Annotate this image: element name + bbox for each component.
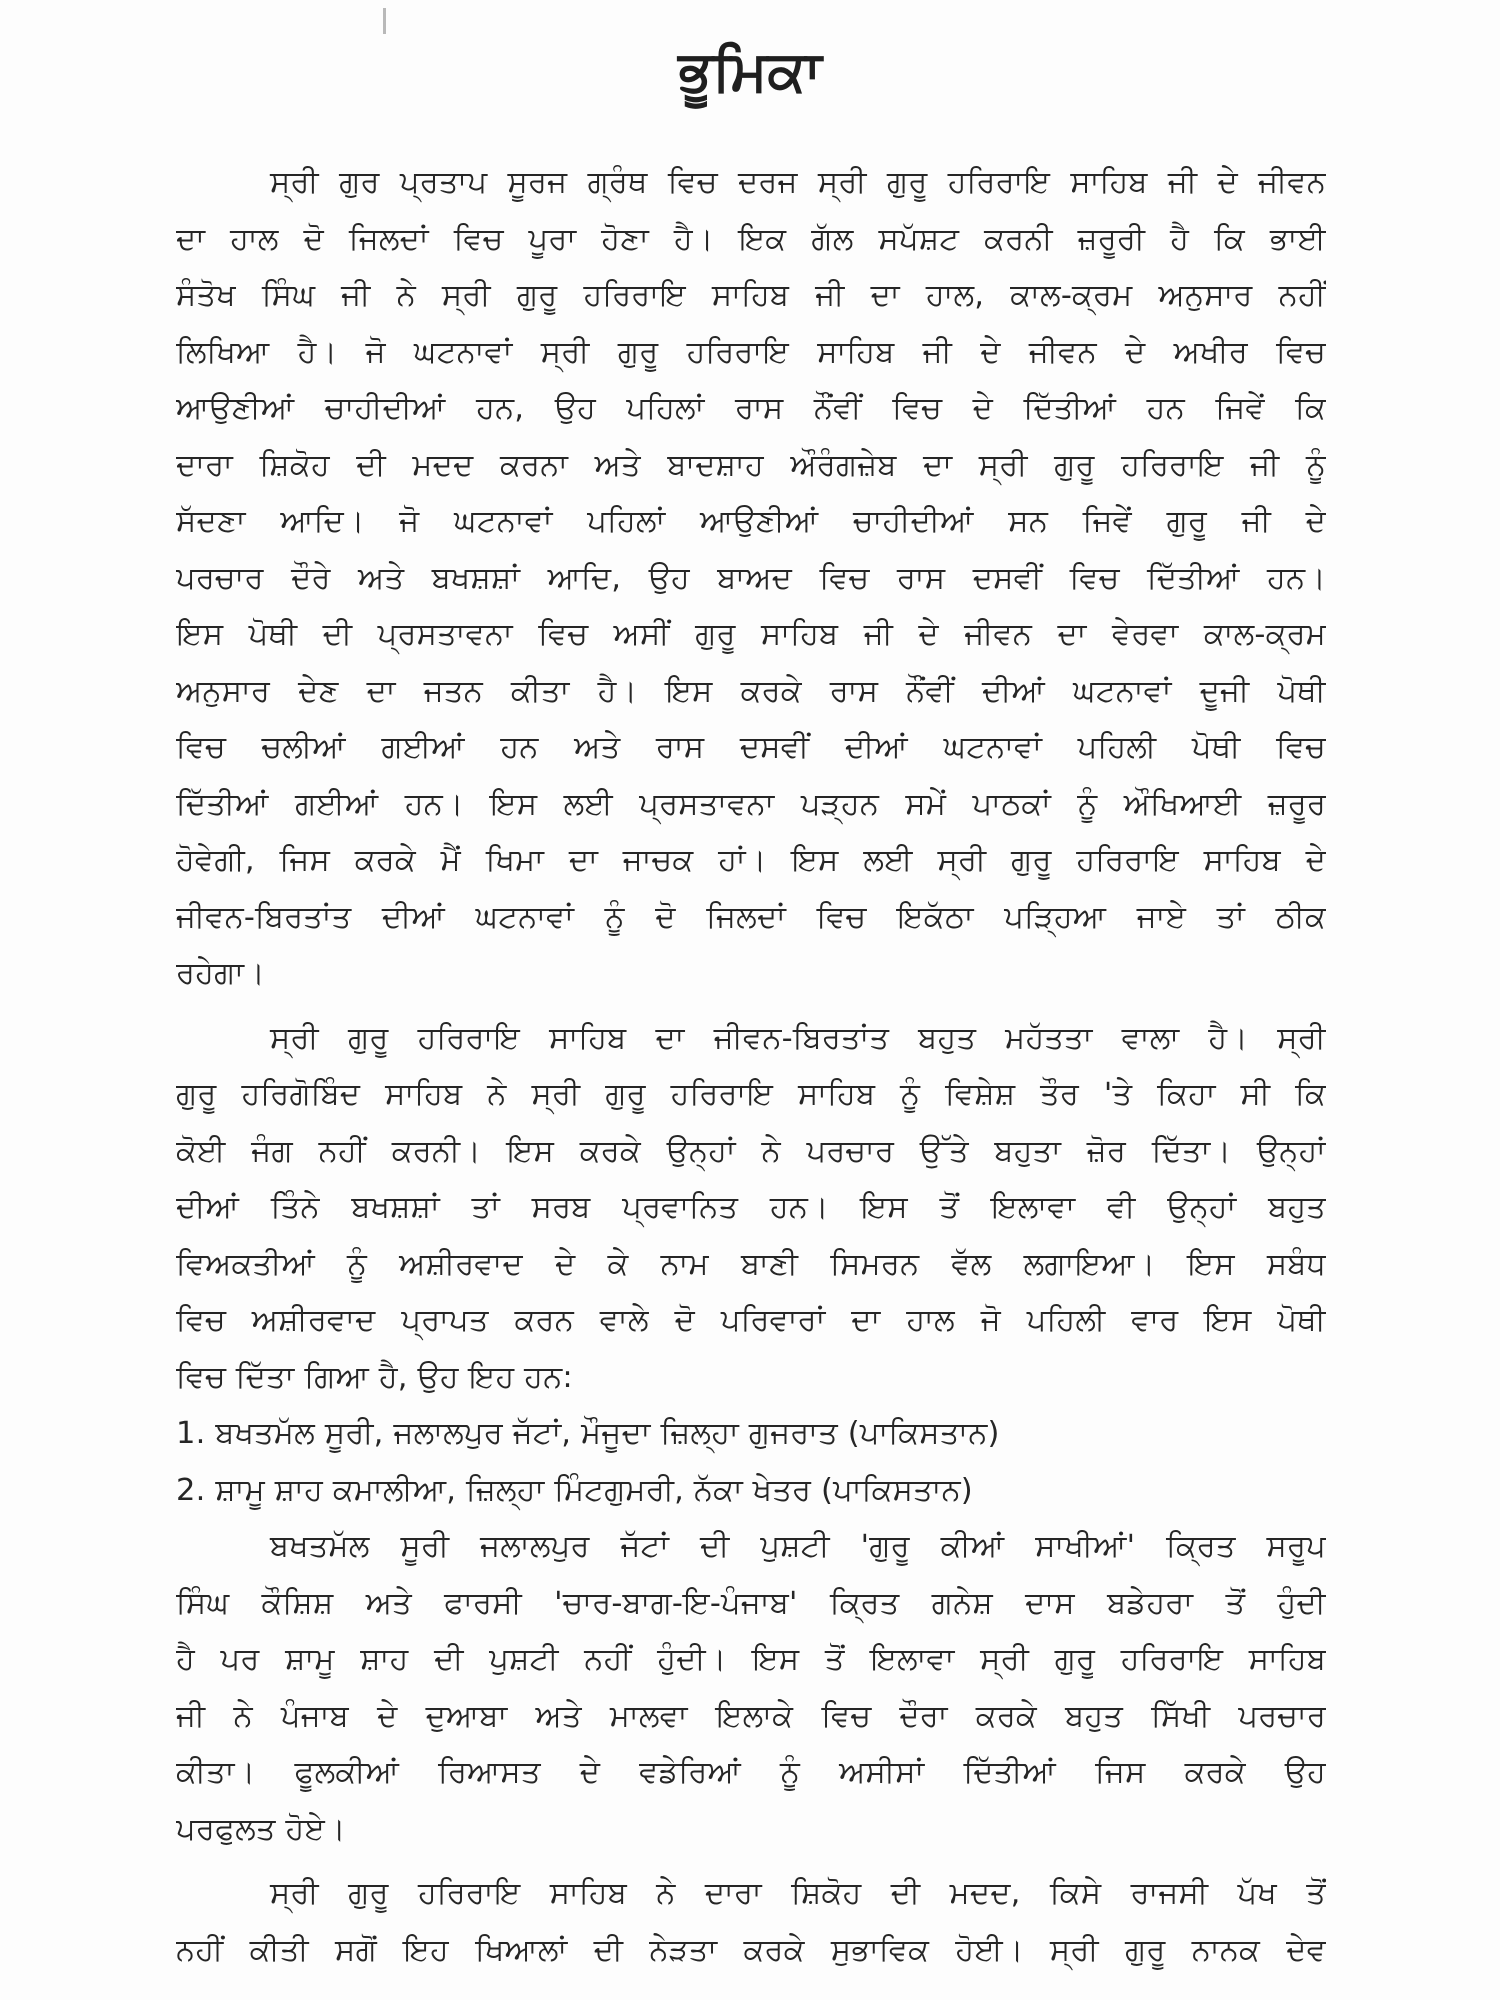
text-line: ਆਉਣੀਆਂ ਚਾਹੀਦੀਆਂ ਹਨ, ਉਹ ਪਹਿਲਾਂ ਰਾਸ ਨੌਂਵੀਂ ਵਿਚ ਦੇ ਦਿੱਤੀਆਂ ਹਨ ਜਿਵੇਂ ਕਿ	[176, 391, 1326, 426]
text-line: ਵਿਅਕਤੀਆਂ ਨੂੰ ਅਸ਼ੀਰਵਾਦ ਦੇ ਕੇ ਨਾਮ ਬਾਣੀ ਸਿਮਰਨ ਵੱਲ ਲਗਾਇਆ। ਇਸ ਸਬੰਧ	[176, 1246, 1326, 1282]
text-line: ਗੁਰੂ ਹਰਿਗੋਬਿੰਦ ਸਾਹਿਬ ਨੇ ਸ੍ਰੀ ਗੁਰੂ ਹਰਿਰਾਇ ਸਾਹਿਬ ਨੂੰ ਵਿਸ਼ੇਸ਼ ਤੌਰ 'ਤੇ ਕਿਹਾ ਸੀ ਕਿ	[176, 1077, 1326, 1112]
text-line: ਜੀ ਨੇ ਪੰਜਾਬ ਦੇ ਦੁਆਬਾ ਅਤੇ ਮਾਲਵਾ ਇਲਾਕੇ ਵਿਚ ਦੌਰਾ ਕਰਕੇ ਬਹੁਤ ਸਿੱਖੀ ਪਰਚਾਰ	[176, 1698, 1326, 1734]
paragraph-gap	[176, 1003, 1326, 1011]
text-line: ਦਾਰਾ ਸ਼ਿਕੋਹ ਦੀ ਮਦਦ ਕਰਨਾ ਅਤੇ ਬਾਦਸ਼ਾਹ ਔਰੰਗਜ਼ੇਬ ਦਾ ਸ੍ਰੀ ਗੁਰੂ ਹਰਿਰਾਇ ਜੀ ਨੂੰ	[176, 447, 1326, 483]
text-line: ਵਿਚ ਅਸ਼ੀਰਵਾਦ ਪ੍ਰਾਪਤ ਕਰਨ ਵਾਲੇ ਦੋ ਪਰਿਵਾਰਾਂ ਦਾ ਹਾਲ ਜੋ ਪਹਿਲੀ ਵਾਰ ਇਸ ਪੋਥੀ	[176, 1303, 1326, 1338]
text-line: ਕੋਈ ਜੰਗ ਨਹੀਂ ਕਰਨੀ। ਇਸ ਕਰਕੇ ਉਨ੍ਹਾਂ ਨੇ ਪਰਚਾਰ ਉੱਤੇ ਬਹੁਤਾ ਜ਼ੋਰ ਦਿੱਤਾ। ਉਨ੍ਹਾਂ	[176, 1133, 1326, 1169]
text-line: ਪਰਚਾਰ ਦੌਰੇ ਅਤੇ ਬਖਸ਼ਸ਼ਾਂ ਆਦਿ, ਉਹ ਬਾਅਦ ਵਿਚ ਰਾਸ ਦਸਵੀਂ ਵਿਚ ਦਿੱਤੀਆਂ ਹਨ।	[176, 560, 1326, 596]
text-line: ਸ੍ਰੀ ਗੁਰ ਪ੍ਰਤਾਪ ਸੂਰਜ ਗ੍ਰੰਥ ਵਿਚ ਦਰਜ ਸ੍ਰੀ ਗੁਰੂ ਹਰਿਰਾਇ ਸਾਹਿਬ ਜੀ ਦੇ ਜੀਵਨ	[270, 165, 1326, 200]
text-line: ਹੈ ਪਰ ਸ਼ਾਮੂ ਸ਼ਾਹ ਦੀ ਪੁਸ਼ਟੀ ਨਹੀਂ ਹੁੰਦੀ। ਇਸ ਤੋਂ ਇਲਾਵਾ ਸ੍ਰੀ ਗੁਰੂ ਹਰਿਰਾਇ ਸਾਹਿਬ	[176, 1642, 1326, 1677]
text-line: ਪਰਫੁਲਤ ਹੋਏ।	[176, 1811, 346, 1847]
text-line: ਕੀਤਾ। ਫੂਲਕੀਆਂ ਰਿਆਸਤ ਦੇ ਵਡੇਰਿਆਂ ਨੂੰ ਅਸੀਸਾਂ ਦਿੱਤੀਆਂ ਜਿਸ ਕਰਕੇ ਉਹ	[176, 1755, 1326, 1790]
list-item: 1. ਬਖਤਮੱਲ ਸੂਰੀ, ਜਲਾਲਪੁਰ ਜੱਟਾਂ, ਮੌਜੂਦਾ ਜ਼ਿਲ੍ਹਾ ਗੁਜਰਾਤ (ਪਾਕਿਸਤਾਨ)	[176, 1416, 1000, 1451]
text-line: ਸ੍ਰੀ ਗੁਰੂ ਹਰਿਰਾਇ ਸਾਹਿਬ ਨੇ ਦਾਰਾ ਸ਼ਿਕੋਹ ਦੀ ਮਦਦ, ਕਿਸੇ ਰਾਜਸੀ ਪੱਖ ਤੋਂ	[270, 1876, 1326, 1911]
text-line: ਦਾ ਹਾਲ ਦੋ ਜਿਲਦਾਂ ਵਿਚ ਪੂਰਾ ਹੋਣਾ ਹੈ। ਇਕ ਗੱਲ ਸਪੱਸ਼ਟ ਕਰਨੀ ਜ਼ਰੂਰੀ ਹੈ ਕਿ ਭਾਈ	[176, 221, 1326, 257]
text-line: ਜੀਵਨ-ਬਿਰਤਾਂਤ ਦੀਆਂ ਘਟਨਾਵਾਂ ਨੂੰ ਦੋ ਜਿਲਦਾਂ ਵਿਚ ਇਕੱਠਾ ਪੜ੍ਹਿਆ ਜਾਏ ਤਾਂ ਠੀਕ	[176, 899, 1326, 935]
text-line: ਸੱਦਣਾ ਆਦਿ। ਜੋ ਘਟਨਾਵਾਂ ਪਹਿਲਾਂ ਆਉਣੀਆਂ ਚਾਹੀਦੀਆਂ ਸਨ ਜਿਵੇਂ ਗੁਰੂ ਜੀ ਦੇ	[176, 504, 1326, 539]
paragraph-gap	[176, 1858, 1326, 1866]
body-text	[176, 155, 1326, 1979]
text-line: ਵਿਚ ਚਲੀਆਂ ਗਈਆਂ ਹਨ ਅਤੇ ਰਾਸ ਦਸਵੀਂ ਦੀਆਂ ਘਟਨਾਵਾਂ ਪਹਿਲੀ ਪੋਥੀ ਵਿਚ	[176, 730, 1326, 765]
text-line: ਨਹੀਂ ਕੀਤੀ ਸਗੋਂ ਇਹ ਖਿਆਲਾਂ ਦੀ ਨੇੜਤਾ ਕਰਕੇ ਸੁਭਾਵਿਕ ਹੋਈ। ਸ੍ਰੀ ਗੁਰੂ ਨਾਨਕ ਦੇਵ	[176, 1932, 1326, 1968]
text-line: ਬਖਤਮੱਲ ਸੂਰੀ ਜਲਾਲਪੁਰ ਜੱਟਾਂ ਦੀ ਪੁਸ਼ਟੀ 'ਗੁਰੂ ਕੀਆਂ ਸਾਖੀਆਂ' ਕ੍ਰਿਤ ਸਰੂਪ	[270, 1529, 1326, 1564]
text-line: ਦੀਆਂ ਤਿੰਨੇ ਬਖਸ਼ਸ਼ਾਂ ਤਾਂ ਸਰਬ ਪ੍ਰਵਾਨਿਤ ਹਨ। ਇਸ ਤੋਂ ਇਲਾਵਾ ਵੀ ਉਨ੍ਹਾਂ ਬਹੁਤ	[176, 1190, 1326, 1225]
text-line: ਇਸ ਪੋਥੀ ਦੀ ਪ੍ਰਸਤਾਵਨਾ ਵਿਚ ਅਸੀਂ ਗੁਰੂ ਸਾਹਿਬ ਜੀ ਦੇ ਜੀਵਨ ਦਾ ਵੇਰਵਾ ਕਾਲ-ਕ੍ਰਮ	[176, 617, 1326, 652]
list-item: 2. ਸ਼ਾਮੂ ਸ਼ਾਹ ਕਮਾਲੀਆ, ਜ਼ਿਲ੍ਹਾ ਮਿੰਟਗੁਮਰੀ, ਨੱਕਾ ਖੇਤਰ (ਪਾਕਿਸਤਾਨ)	[176, 1472, 973, 1508]
text-line: ਵਿਚ ਦਿੱਤਾ ਗਿਆ ਹੈ, ਉਹ ਇਹ ਹਨ:	[176, 1359, 573, 1395]
text-line: ਦਿੱਤੀਆਂ ਗਈਆਂ ਹਨ। ਇਸ ਲਈ ਪ੍ਰਸਤਾਵਨਾ ਪੜ੍ਹਨ ਸਮੇਂ ਪਾਠਕਾਂ ਨੂੰ ਔਖਿਆਈ ਜ਼ਰੂਰ	[176, 786, 1326, 822]
text-line: ਸੰਤੋਖ ਸਿੰਘ ਜੀ ਨੇ ਸ੍ਰੀ ਗੁਰੂ ਹਰਿਰਾਇ ਸਾਹਿਬ ਜੀ ਦਾ ਹਾਲ, ਕਾਲ-ਕ੍ਰਮ ਅਨੁਸਾਰ ਨਹੀਂ	[176, 278, 1326, 313]
text-line: ਸ੍ਰੀ ਗੁਰੂ ਹਰਿਰਾਇ ਸਾਹਿਬ ਦਾ ਜੀਵਨ-ਬਿਰਤਾਂਤ ਬਹੁਤ ਮਹੱਤਤਾ ਵਾਲਾ ਹੈ। ਸ੍ਰੀ	[270, 1020, 1326, 1056]
text-line: ਲਿਖਿਆ ਹੈ। ਜੋ ਘਟਨਾਵਾਂ ਸ੍ਰੀ ਗੁਰੂ ਹਰਿਰਾਇ ਸਾਹਿਬ ਜੀ ਦੇ ਜੀਵਨ ਦੇ ਅਖੀਰ ਵਿਚ	[176, 334, 1326, 370]
text-line: ਹੋਵੇਗੀ, ਜਿਸ ਕਰਕੇ ਮੈਂ ਖਿਮਾ ਦਾ ਜਾਚਕ ਹਾਂ। ਇਸ ਲਈ ਸ੍ਰੀ ਗੁਰੂ ਹਰਿਰਾਇ ਸਾਹਿਬ ਦੇ	[176, 843, 1326, 878]
text-line: ਸਿੰਘ ਕੌਸ਼ਿਸ਼ ਅਤੇ ਫਾਰਸੀ 'ਚਾਰ-ਬਾਗ-ਇ-ਪੰਜਾਬ' ਕ੍ਰਿਤ ਗਨੇਸ਼ ਦਾਸ ਬਡੇਹਰਾ ਤੋਂ ਹੁੰਦੀ	[176, 1585, 1326, 1621]
page-title: ਭੂਮਿਕਾ	[678, 39, 822, 104]
text-line: ਅਨੁਸਾਰ ਦੇਣ ਦਾ ਜਤਨ ਕੀਤਾ ਹੈ। ਇਸ ਕਰਕੇ ਰਾਸ ਨੌਂਵੀਂ ਦੀਆਂ ਘਟਨਾਵਾਂ ਦੂਜੀ ਪੋਥੀ	[176, 673, 1326, 709]
text-line: ਰਹੇਗਾ।	[176, 956, 265, 991]
